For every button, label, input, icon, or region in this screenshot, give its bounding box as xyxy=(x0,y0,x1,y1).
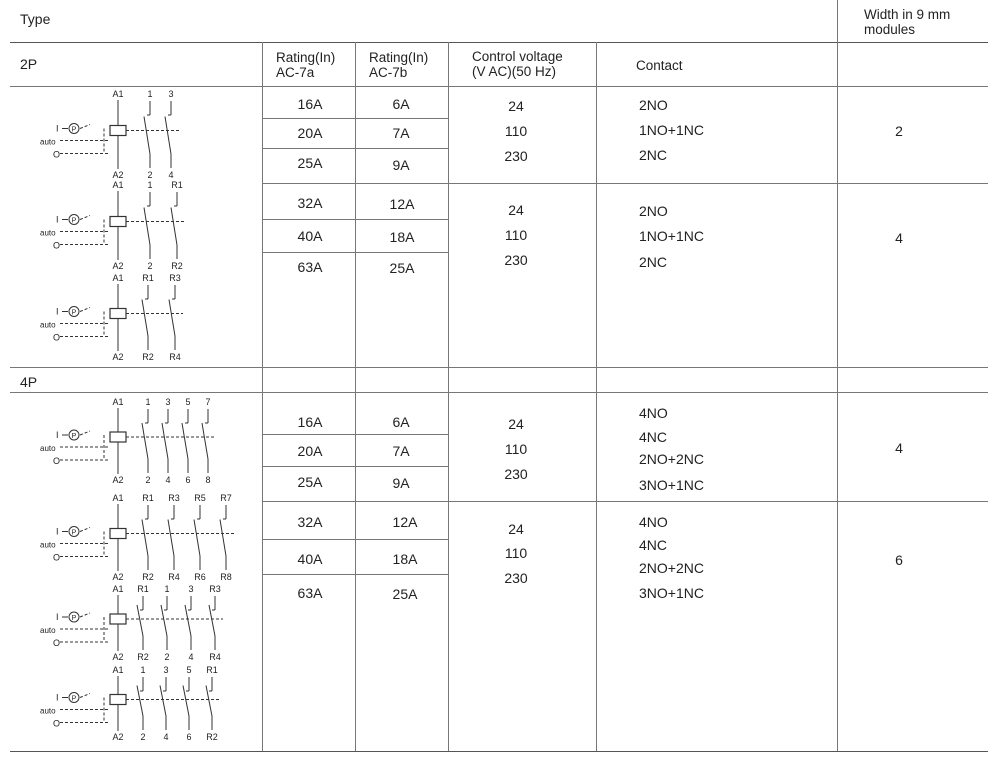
contact-blade xyxy=(142,520,148,557)
rating-a-cell: 40A xyxy=(297,228,323,244)
rating-a-cell: 32A xyxy=(297,195,323,211)
col-rule xyxy=(262,42,263,751)
control-label-i: I xyxy=(56,692,59,703)
rating-a-cell: 32A xyxy=(297,514,323,530)
wiring-diagrams xyxy=(0,0,262,763)
rating-b-cell: 9A xyxy=(392,475,410,491)
contact-blade xyxy=(160,686,166,717)
voltage-cell: 110 xyxy=(504,441,528,457)
control-label-i: I xyxy=(56,526,59,537)
rating-b-cell: 6A xyxy=(392,96,410,112)
control-label-auto: auto xyxy=(40,320,56,330)
voltage-cell: 24 xyxy=(508,202,524,218)
control-label-o: O xyxy=(53,718,61,729)
voltage-cell: 230 xyxy=(504,466,528,482)
contact-blade xyxy=(142,300,148,337)
coil-box xyxy=(110,217,126,227)
control-label-i: I xyxy=(56,214,59,225)
rating-b-cell: 7A xyxy=(392,125,410,141)
coil-box xyxy=(110,529,126,539)
header-contact: Contact xyxy=(636,58,683,73)
voltage-cell: 24 xyxy=(508,98,524,114)
width-cell: 6 xyxy=(895,552,903,568)
rating-a-cell: 20A xyxy=(297,125,323,141)
coil-bottom-label: A2 xyxy=(112,261,124,271)
control-wire xyxy=(80,528,90,532)
contact-blade xyxy=(165,117,171,155)
contact-top-label: 3 xyxy=(188,584,194,594)
coil-bottom-label: A2 xyxy=(112,352,124,362)
rating-a-cell: 63A xyxy=(297,259,323,275)
contact-top-label: 5 xyxy=(186,665,192,675)
coil-top-label: A1 xyxy=(112,89,124,99)
contact-bottom-label: 6 xyxy=(186,732,192,742)
contact-bottom-label: 4 xyxy=(168,170,174,180)
header-width-line2: modules xyxy=(864,22,916,37)
rating-b-cell: 12A xyxy=(392,514,418,530)
control-wire xyxy=(80,694,90,698)
contact-top-label: 1 xyxy=(147,180,153,190)
control-label-auto: auto xyxy=(40,540,56,550)
section-label-2p: 2P xyxy=(20,56,38,72)
rating-a-cell: 20A xyxy=(297,443,323,459)
rating-a-cell: 16A xyxy=(297,96,323,112)
p-symbol-label: P xyxy=(71,695,77,703)
control-wire xyxy=(80,216,90,220)
rating-b-cell: 18A xyxy=(389,229,415,245)
coil-top-label: A1 xyxy=(112,665,124,675)
contact-bottom-label: R2 xyxy=(142,352,154,362)
control-label-o: O xyxy=(53,332,61,343)
control-label-auto: auto xyxy=(40,137,56,147)
section-label-4p: 4P xyxy=(20,374,38,390)
contact-blade xyxy=(202,423,208,459)
contact-blade xyxy=(171,208,177,246)
contact-bottom-label: R2 xyxy=(137,652,149,662)
control-wire xyxy=(80,308,90,312)
contact-top-label: R1 xyxy=(142,273,154,283)
contact-blade xyxy=(162,423,168,459)
rating-a-cell: 63A xyxy=(297,585,323,601)
header-rating-a-line2: AC-7a xyxy=(276,65,315,80)
coil-top-label: A1 xyxy=(112,493,124,503)
contact-blade xyxy=(182,423,188,459)
control-label-i: I xyxy=(56,612,59,622)
contact-top-label: R7 xyxy=(220,493,232,503)
control-label-i: I xyxy=(56,123,59,134)
contact-cell: 4NO xyxy=(639,514,668,530)
contact-cell: 2NC xyxy=(639,147,668,163)
rating-a-cell: 25A xyxy=(297,155,323,171)
width-cell: 4 xyxy=(895,440,903,456)
contact-bottom-label: R4 xyxy=(168,572,180,582)
voltage-cell: 230 xyxy=(504,570,528,586)
contact-bottom-label: R2 xyxy=(206,732,218,742)
control-wire xyxy=(80,431,90,435)
control-label-o: O xyxy=(53,638,61,648)
p-symbol-label: P xyxy=(71,433,77,440)
rating-b-cell: 9A xyxy=(392,157,410,173)
control-label-i: I xyxy=(56,306,59,317)
contact-top-label: 3 xyxy=(168,89,174,99)
contact-blade xyxy=(169,300,175,337)
control-label-o: O xyxy=(53,456,61,466)
rating-a-cell: 25A xyxy=(297,474,323,490)
contact-bottom-label: 4 xyxy=(165,475,171,485)
voltage-cell: 230 xyxy=(504,252,528,268)
voltage-cell: 24 xyxy=(508,521,524,537)
contact-cell: 1NO+1NC xyxy=(639,228,704,244)
contact-cell: 2NO+2NC xyxy=(639,451,704,467)
contact-cell: 3NO+1NC xyxy=(639,477,704,493)
coil-box xyxy=(110,309,126,319)
contact-top-label: 1 xyxy=(140,665,146,675)
header-type: Type xyxy=(20,11,51,27)
contact-cell: 2NC xyxy=(639,254,668,270)
contact-top-label: R1 xyxy=(206,665,218,675)
contact-blade xyxy=(206,686,212,717)
p-symbol-label: P xyxy=(71,529,77,537)
contact-top-label: R3 xyxy=(168,493,180,503)
contact-top-label: 1 xyxy=(164,584,170,594)
col-rule xyxy=(448,42,449,751)
contact-cell: 2NO xyxy=(639,203,668,219)
control-wire xyxy=(80,613,90,617)
contact-blade xyxy=(137,686,143,717)
contact-bottom-label: R8 xyxy=(220,572,232,582)
control-wire xyxy=(80,125,90,129)
header-rating-b-line2: AC-7b xyxy=(369,65,408,80)
contact-bottom-label: R4 xyxy=(169,352,181,362)
p-symbol-label: P xyxy=(71,217,77,225)
contact-bottom-label: 4 xyxy=(163,732,169,742)
rule-2p-group-split xyxy=(262,183,988,184)
control-label-i: I xyxy=(56,430,59,440)
voltage-cell: 24 xyxy=(508,416,524,432)
contact-bottom-label: 2 xyxy=(164,652,170,662)
coil-bottom-label: A2 xyxy=(112,475,124,485)
contact-blade xyxy=(144,117,150,155)
contact-bottom-label: 2 xyxy=(147,170,153,180)
contact-blade xyxy=(194,520,200,557)
contact-bottom-label: 2 xyxy=(140,732,146,742)
contact-bottom-label: 8 xyxy=(205,475,211,485)
header-rating-a-line1: Rating(In) xyxy=(276,50,336,65)
contact-cell: 4NO xyxy=(639,405,668,421)
header-control-voltage-line2: (V AC)(50 Hz) xyxy=(472,64,557,79)
contact-bottom-label: R2 xyxy=(171,261,183,271)
contact-top-label: 1 xyxy=(145,397,151,407)
contact-cell: 4NC xyxy=(639,429,668,445)
coil-box xyxy=(110,126,126,136)
contact-bottom-label: 2 xyxy=(147,261,153,271)
contact-top-label: R1 xyxy=(137,584,149,594)
contact-top-label: 3 xyxy=(163,665,169,675)
contact-bottom-label: R6 xyxy=(194,572,206,582)
contact-blade xyxy=(183,686,189,717)
header-width-line1: Width in 9 mm xyxy=(864,7,951,22)
control-label-auto: auto xyxy=(40,626,56,635)
contact-blade xyxy=(220,520,226,557)
p-symbol-label: P xyxy=(71,615,77,622)
rating-a-cell: 16A xyxy=(297,414,323,430)
coil-box xyxy=(110,432,126,442)
rating-b-cell: 25A xyxy=(389,260,415,276)
contact-bottom-label: R2 xyxy=(142,572,154,582)
voltage-cell: 230 xyxy=(504,148,528,164)
contact-cell: 4NC xyxy=(639,537,668,553)
contact-blade xyxy=(168,520,174,557)
voltage-cell: 110 xyxy=(504,545,528,561)
coil-bottom-label: A2 xyxy=(112,572,124,582)
rule-4p-group-split xyxy=(262,501,988,502)
contact-top-label: R1 xyxy=(142,493,154,503)
control-label-auto: auto xyxy=(40,228,56,238)
control-label-o: O xyxy=(53,149,61,160)
contact-cell: 2NO xyxy=(639,97,668,113)
rating-b-cell: 18A xyxy=(392,551,418,567)
contact-blade xyxy=(142,423,148,459)
coil-top-label: A1 xyxy=(112,273,124,283)
width-cell: 2 xyxy=(895,123,903,139)
control-label-o: O xyxy=(53,240,61,251)
contact-top-label: 3 xyxy=(165,397,171,407)
rating-b-cell: 12A xyxy=(389,196,415,212)
coil-top-label: A1 xyxy=(112,180,124,190)
coil-bottom-label: A2 xyxy=(112,170,124,180)
col-rule xyxy=(596,42,597,751)
coil-top-label: A1 xyxy=(112,584,124,594)
rating-a-cell: 40A xyxy=(297,551,323,567)
rating-b-cell: 7A xyxy=(392,443,410,459)
coil-bottom-label: A2 xyxy=(112,652,124,662)
contact-top-label: 5 xyxy=(185,397,191,407)
contact-top-label: R5 xyxy=(194,493,206,503)
contact-blade xyxy=(144,208,150,246)
header-control-voltage-line1: Control voltage xyxy=(472,49,563,64)
control-label-auto: auto xyxy=(40,706,56,716)
coil-bottom-label: A2 xyxy=(112,732,124,742)
rating-b-cell: 25A xyxy=(392,586,418,602)
voltage-cell: 110 xyxy=(504,123,528,139)
contact-top-label: R3 xyxy=(169,273,181,283)
contact-bottom-label: R4 xyxy=(209,652,221,662)
contact-cell: 2NO+2NC xyxy=(639,560,704,576)
col-rule xyxy=(355,42,356,751)
contact-top-label: R1 xyxy=(171,180,183,190)
p-symbol-label: P xyxy=(71,126,77,134)
col-rule xyxy=(837,0,838,751)
voltage-cell: 110 xyxy=(504,227,528,243)
rating-b-cell: 6A xyxy=(392,414,410,430)
width-cell: 4 xyxy=(895,230,903,246)
contact-top-label: 1 xyxy=(147,89,153,99)
p-symbol-label: P xyxy=(71,309,77,317)
contact-top-label: R3 xyxy=(209,584,221,594)
control-label-auto: auto xyxy=(40,444,56,453)
contact-cell: 3NO+1NC xyxy=(639,585,704,601)
contact-bottom-label: 2 xyxy=(145,475,151,485)
coil-top-label: A1 xyxy=(112,397,124,407)
contact-bottom-label: 4 xyxy=(188,652,194,662)
header-rating-b-line1: Rating(In) xyxy=(369,50,429,65)
coil-box xyxy=(110,695,126,705)
contact-cell: 1NO+1NC xyxy=(639,122,704,138)
control-label-o: O xyxy=(53,552,61,563)
contact-top-label: 7 xyxy=(205,397,211,407)
coil-box xyxy=(110,614,126,624)
contact-bottom-label: 6 xyxy=(185,475,191,485)
